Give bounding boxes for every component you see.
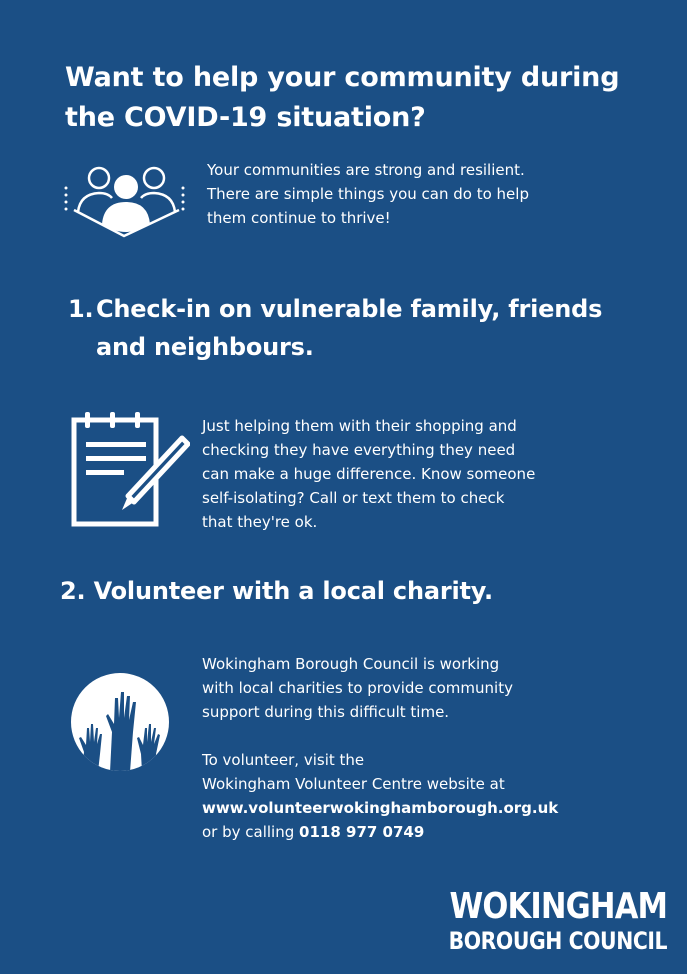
- paragraph-gap: [202, 724, 602, 748]
- community-icon: [62, 160, 187, 240]
- intro-line-3: them continue to thrive!: [207, 209, 391, 227]
- logo-line-1: WOKINGHAM: [449, 886, 667, 927]
- step1-line-1: Just helping them with their shopping and: [202, 417, 517, 435]
- step1-line-2: checking they have everything they need: [202, 441, 516, 459]
- intro-text: [207, 158, 607, 230]
- step1-text: [202, 414, 582, 534]
- step2-para1-line-2: with local charities to provide community: [202, 679, 513, 697]
- title-line-1: Want to help your community during: [65, 62, 620, 93]
- step1-line-4: self-isolating? Call or text them to check: [202, 489, 505, 507]
- step1-number: 1.: [68, 295, 94, 323]
- phone-prefix: or by calling: [202, 823, 300, 841]
- step2-para2-line-2: Wokingham Volunteer Centre website at: [202, 775, 505, 793]
- phone-number[interactable]: 0118 977 0749: [299, 823, 425, 841]
- step2-para1-line-3: support during this difficult time.: [202, 703, 450, 721]
- step1-heading-line-2: and neighbours.: [96, 333, 314, 361]
- raised-hands-icon: [70, 672, 170, 772]
- logo-line-2: BOROUGH COUNCIL: [448, 927, 667, 955]
- step2-para1-line-1: Wokingham Borough Council is working: [202, 655, 500, 673]
- intro-line-1: Your communities are strong and resilient.: [207, 161, 525, 179]
- council-logo: [410, 888, 667, 956]
- phone-line: [202, 820, 602, 844]
- step1-line-3: can make a huge difference. Know someone: [202, 465, 536, 483]
- step2-text: [202, 652, 602, 844]
- step2-heading: 2. Volunteer with a local charity.: [60, 577, 493, 605]
- step2-para2-line-1: To volunteer, visit the: [202, 751, 365, 769]
- volunteer-website-link[interactable]: www.volunteerwokinghamborough.org.uk: [202, 799, 559, 817]
- page-title: [65, 58, 665, 138]
- checklist-pencil-icon: [70, 410, 190, 532]
- intro-line-2: There are simple things you can do to help: [207, 185, 529, 203]
- step1-heading-line-1: Check-in on vulnerable family, friends: [96, 295, 603, 323]
- title-line-2: the COVID-19 situation?: [65, 102, 426, 133]
- step1-line-5: that they're ok.: [202, 513, 318, 531]
